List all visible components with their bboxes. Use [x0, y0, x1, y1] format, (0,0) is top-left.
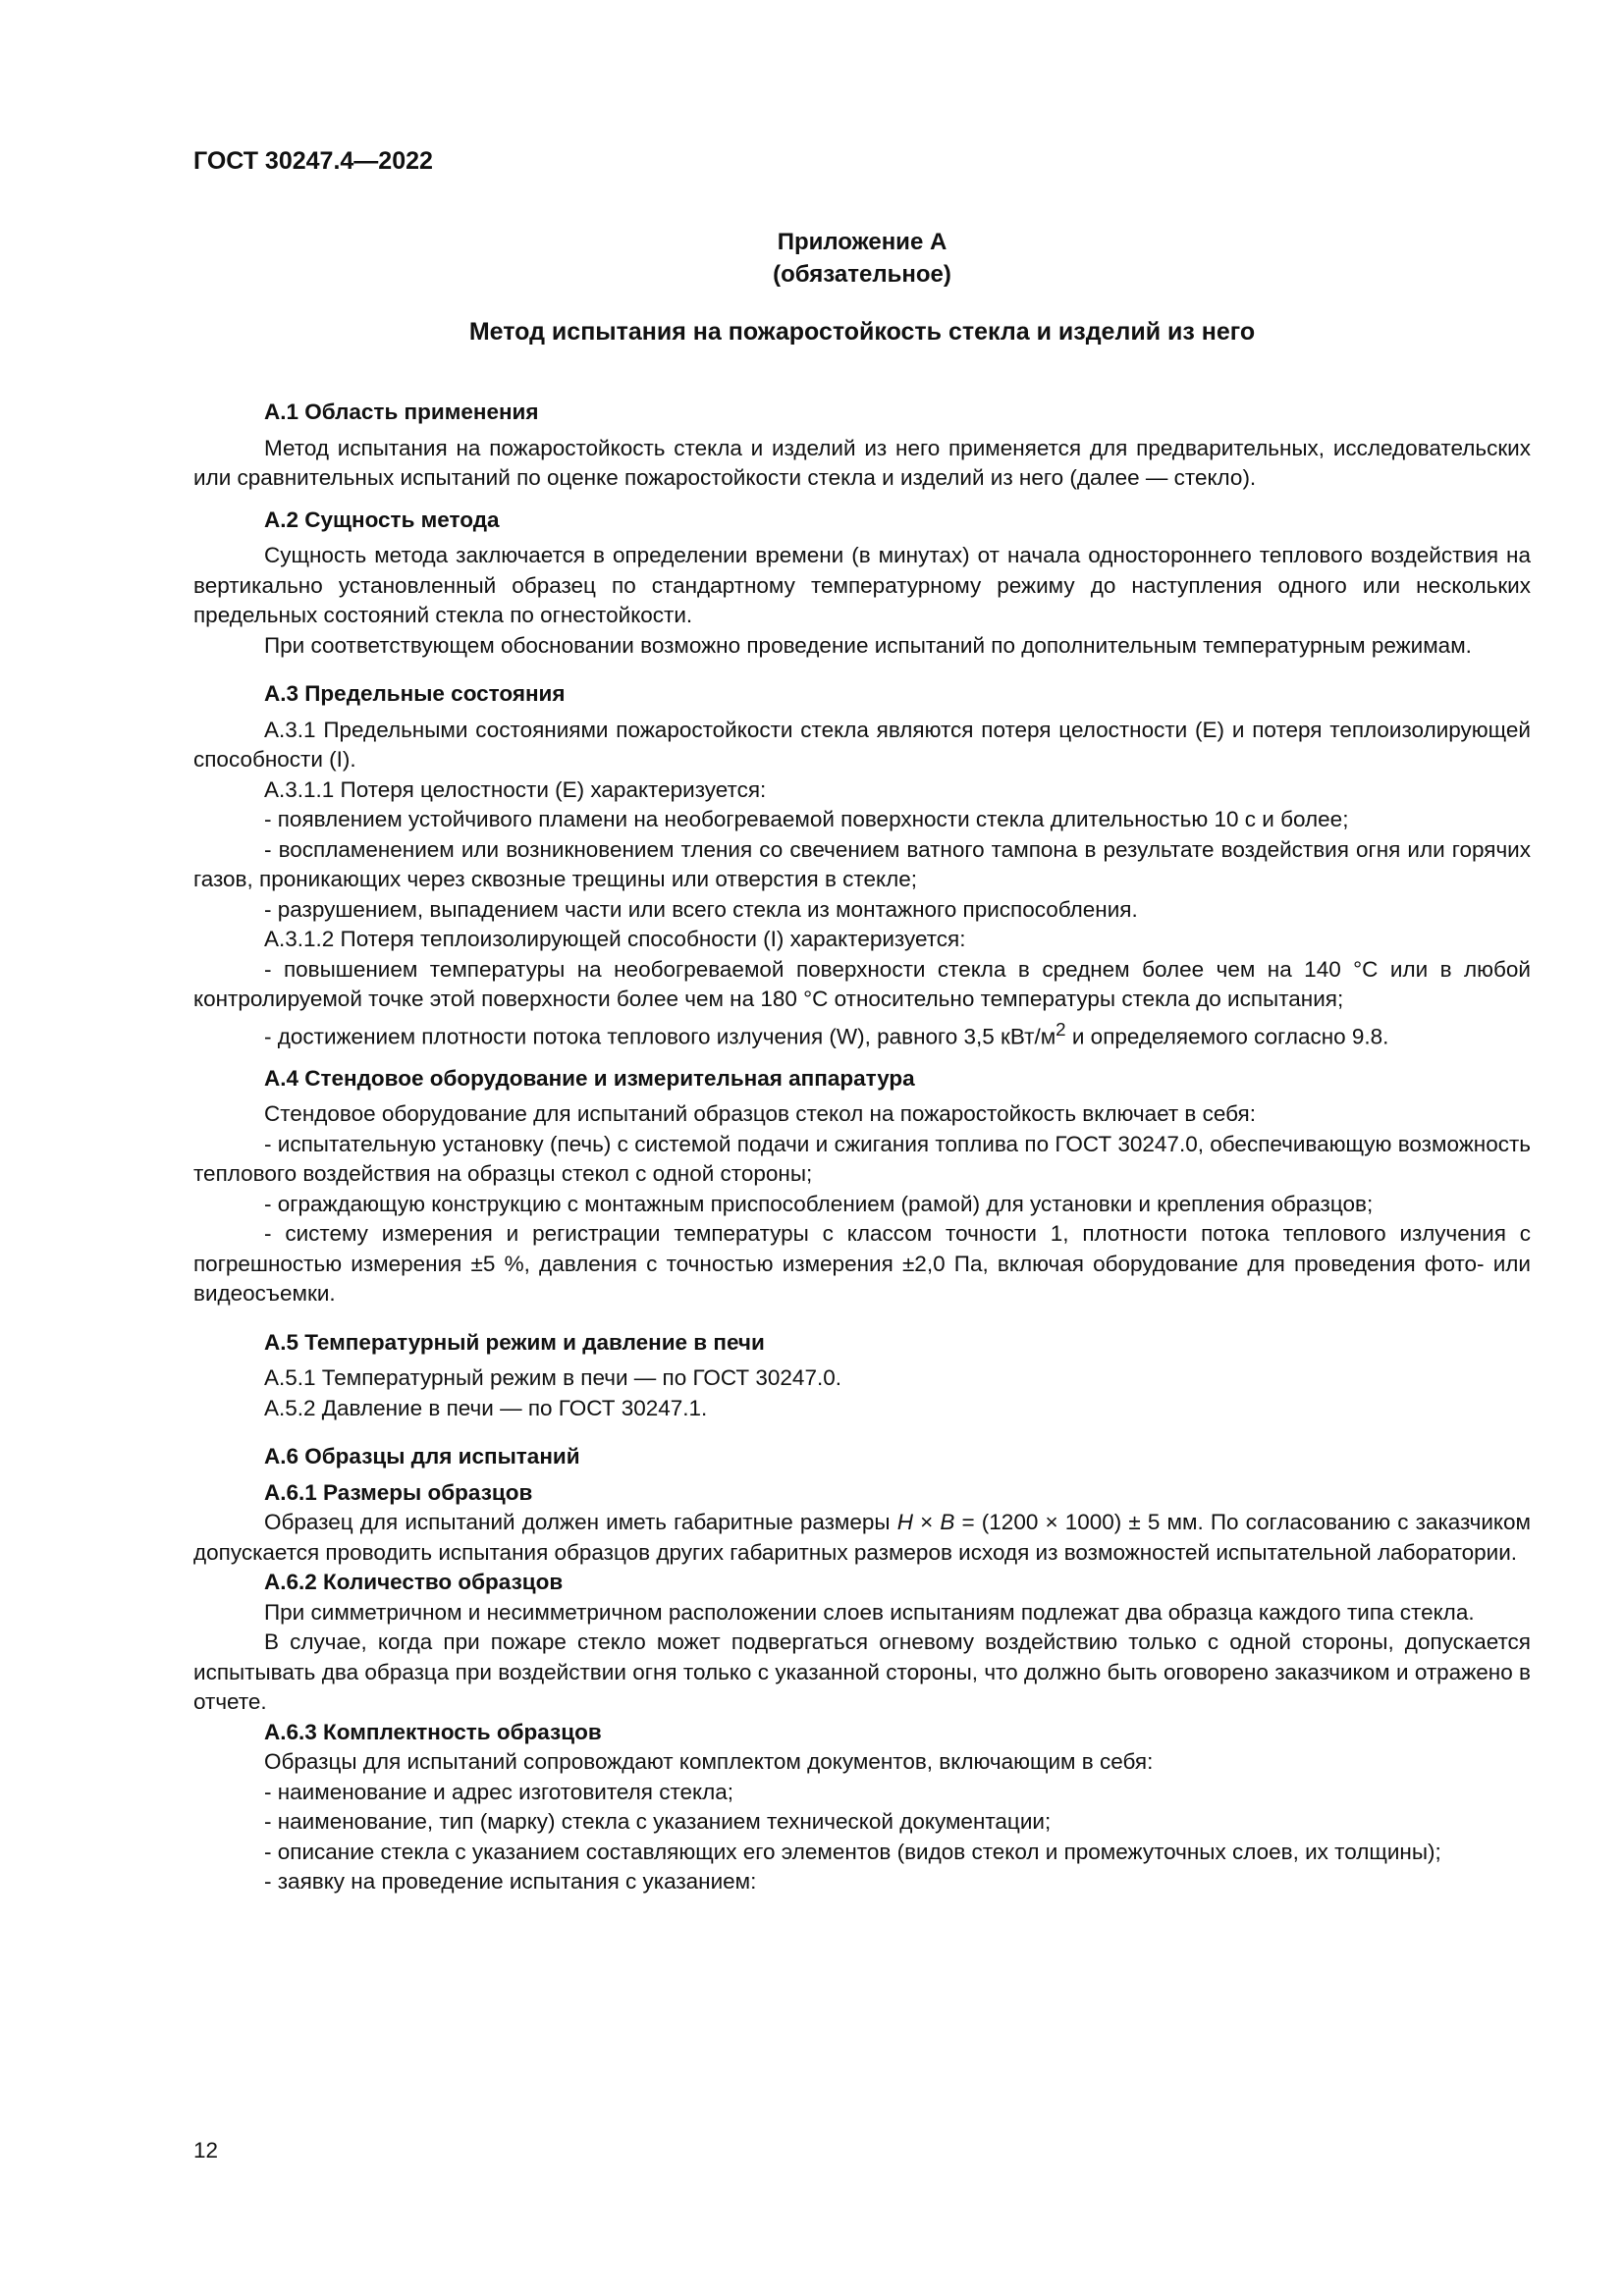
section-a3-title: А.3 Предельные состояния: [264, 681, 566, 706]
list-item: - повышением температуры на необогреваемой поверхности стекла в среднем более чем на 140 °С или в любой контролируемой точке этой поверхности более чем на 180 °С относительно температуры стекла до испытания;: [193, 956, 1531, 1011]
appendix-status: (обязательное): [773, 261, 951, 288]
list-item: - испытательную установку (печь) с системой подачи и сжигания топлива по ГОСТ 30247.0, обеспечивающую возможность теплового воздействия на образцы стекол с одной стороны;: [193, 1131, 1531, 1186]
section-a6-2-paragraph-1: При симметричном и несимметричном расположении слоев испытаниям подлежат два образца каждого типа стекла.: [264, 1599, 1475, 1625]
method-title: Метод испытания на пожаростойкость стекла и изделий из него: [468, 318, 1256, 346]
symbol-b: B: [940, 1510, 955, 1534]
section-a1-paragraph: Метод испытания на пожаростойкость стекла и изделий из него применяется для предварительных, исследовательских или сравнительных испытаний по оценке пожаростойкости стекла и изделий из него (далее — стекло).: [193, 435, 1531, 490]
section-a2-title: А.2 Сущность метода: [264, 507, 500, 532]
section-a4-paragraph: Стендовое оборудование для испытаний образцов стекол на пожаростойкость включает в себя:: [264, 1101, 1256, 1126]
list-item-text: - достижением плотности потока теплового излучения (W), равного 3,5 кВт/м: [264, 1024, 1056, 1048]
paragraph-text: = (1200 × 1000) ± 5 мм. По согласованию с заказчиком допускается проводить испытания образцов других габаритных размеров исходя из возможностей испытательной лаборатории.: [193, 1510, 1531, 1565]
paragraph-text: Образец для испытаний должен иметь габаритные размеры: [264, 1510, 897, 1534]
section-a3-paragraph-1: А.3.1 Предельными состояниями пожаростойкости стекла являются потеря целостности (Е) и потеря теплоизолирующей способности (I).: [193, 717, 1531, 772]
list-item: - описание стекла с указанием составляющих его элементов (видов стекол и промежуточных слоев, их толщины);: [264, 1839, 1441, 1864]
section-a6-3-paragraph: Образцы для испытаний сопровождают комплектом документов, включающим в себя:: [264, 1749, 1154, 1774]
list-item: - воспламенением или возникновением тления со свечением ватного тампона в результате воздействия огня или горячих газов, проникающих через сквозные трещины или отверстия в стекле;: [193, 836, 1531, 891]
section-a6-1-paragraph: [193, 1508, 1531, 1568]
paragraph-text: ×: [912, 1510, 941, 1534]
list-item: - систему измерения и регистрации температуры с классом точности 1, плотности потока теплового излучения с погрешностью измерения ±5 %, давления с точностью измерения ±2,0 Па, включая оборудование для проведения фото- или видеосъемки.: [193, 1221, 1531, 1306]
section-a3-paragraph-3: А.3.1.2 Потеря теплоизолирующей способности (I) характеризуется:: [264, 927, 966, 951]
list-item: - наименование, тип (марку) стекла с указанием технической документации;: [264, 1809, 1052, 1834]
list-item: - наименование и адрес изготовителя стекла;: [264, 1779, 734, 1804]
symbol-h: H: [896, 1510, 913, 1534]
appendix-title: Приложение А: [777, 229, 947, 255]
section-a2-paragraph-1: Сущность метода заключается в определении времени (в минутах) от начала одностороннего теплового воздействия на вертикально установленный образец по стандартному температурному режиму до наступления одного или нескольких предельных состояний стекла по огнестойкости.: [193, 543, 1531, 627]
list-item: - заявку на проведение испытания с указанием:: [264, 1869, 757, 1894]
section-a6-1-title: А.6.1 Размеры образцов: [264, 1479, 533, 1505]
document-header-id: ГОСТ 30247.4—2022: [193, 147, 433, 175]
section-a5-paragraph-1: А.5.1 Температурный режим в печи — по ГОСТ 30247.0.: [264, 1365, 841, 1390]
list-item: - появлением устойчивого пламени на необогреваемой поверхности стекла длительностью 10 с и более;: [264, 807, 1349, 831]
section-a5-title: А.5 Температурный режим и давление в печи: [264, 1329, 765, 1355]
section-a6-title: А.6 Образцы для испытаний: [264, 1444, 580, 1468]
section-a3-paragraph-2: А.3.1.1 Потеря целостности (Е) характеризуется:: [264, 776, 767, 802]
list-item: - ограждающую конструкцию с монтажным приспособлением (рамой) для установки и крепления образцов;: [264, 1191, 1374, 1216]
section-a1-title: А.1 Область применения: [264, 400, 539, 424]
section-a4-title: А.4 Стендовое оборудование и измерительная аппаратура: [264, 1065, 915, 1091]
appendix-title-block: [193, 226, 1531, 291]
section-a6-3-title: А.6.3 Комплектность образцов: [264, 1719, 602, 1744]
document-body: [193, 398, 1531, 1897]
list-item: [193, 1015, 1531, 1052]
section-a6-2-paragraph-2: В случае, когда при пожаре стекло может подвергаться огневому воздействию только с одной стороны, допускается испытывать два образца при воздействии огня только с указанной стороны, что должно быть оговорено заказчиком и отражено в отчете.: [193, 1629, 1531, 1714]
superscript: 2: [1056, 1018, 1066, 1040]
page-number: 12: [193, 2138, 219, 2163]
section-a6-2-title: А.6.2 Количество образцов: [264, 1570, 564, 1594]
section-a2-paragraph-2: При соответствующем обосновании возможно проведение испытаний по дополнительным температурным режимам.: [264, 632, 1472, 658]
list-item: - разрушением, выпадением части или всего стекла из монтажного приспособления.: [264, 896, 1138, 922]
section-a5-paragraph-2: А.5.2 Давление в печи — по ГОСТ 30247.1.: [264, 1395, 708, 1420]
list-item-text: и определяемого согласно 9.8.: [1065, 1024, 1389, 1048]
